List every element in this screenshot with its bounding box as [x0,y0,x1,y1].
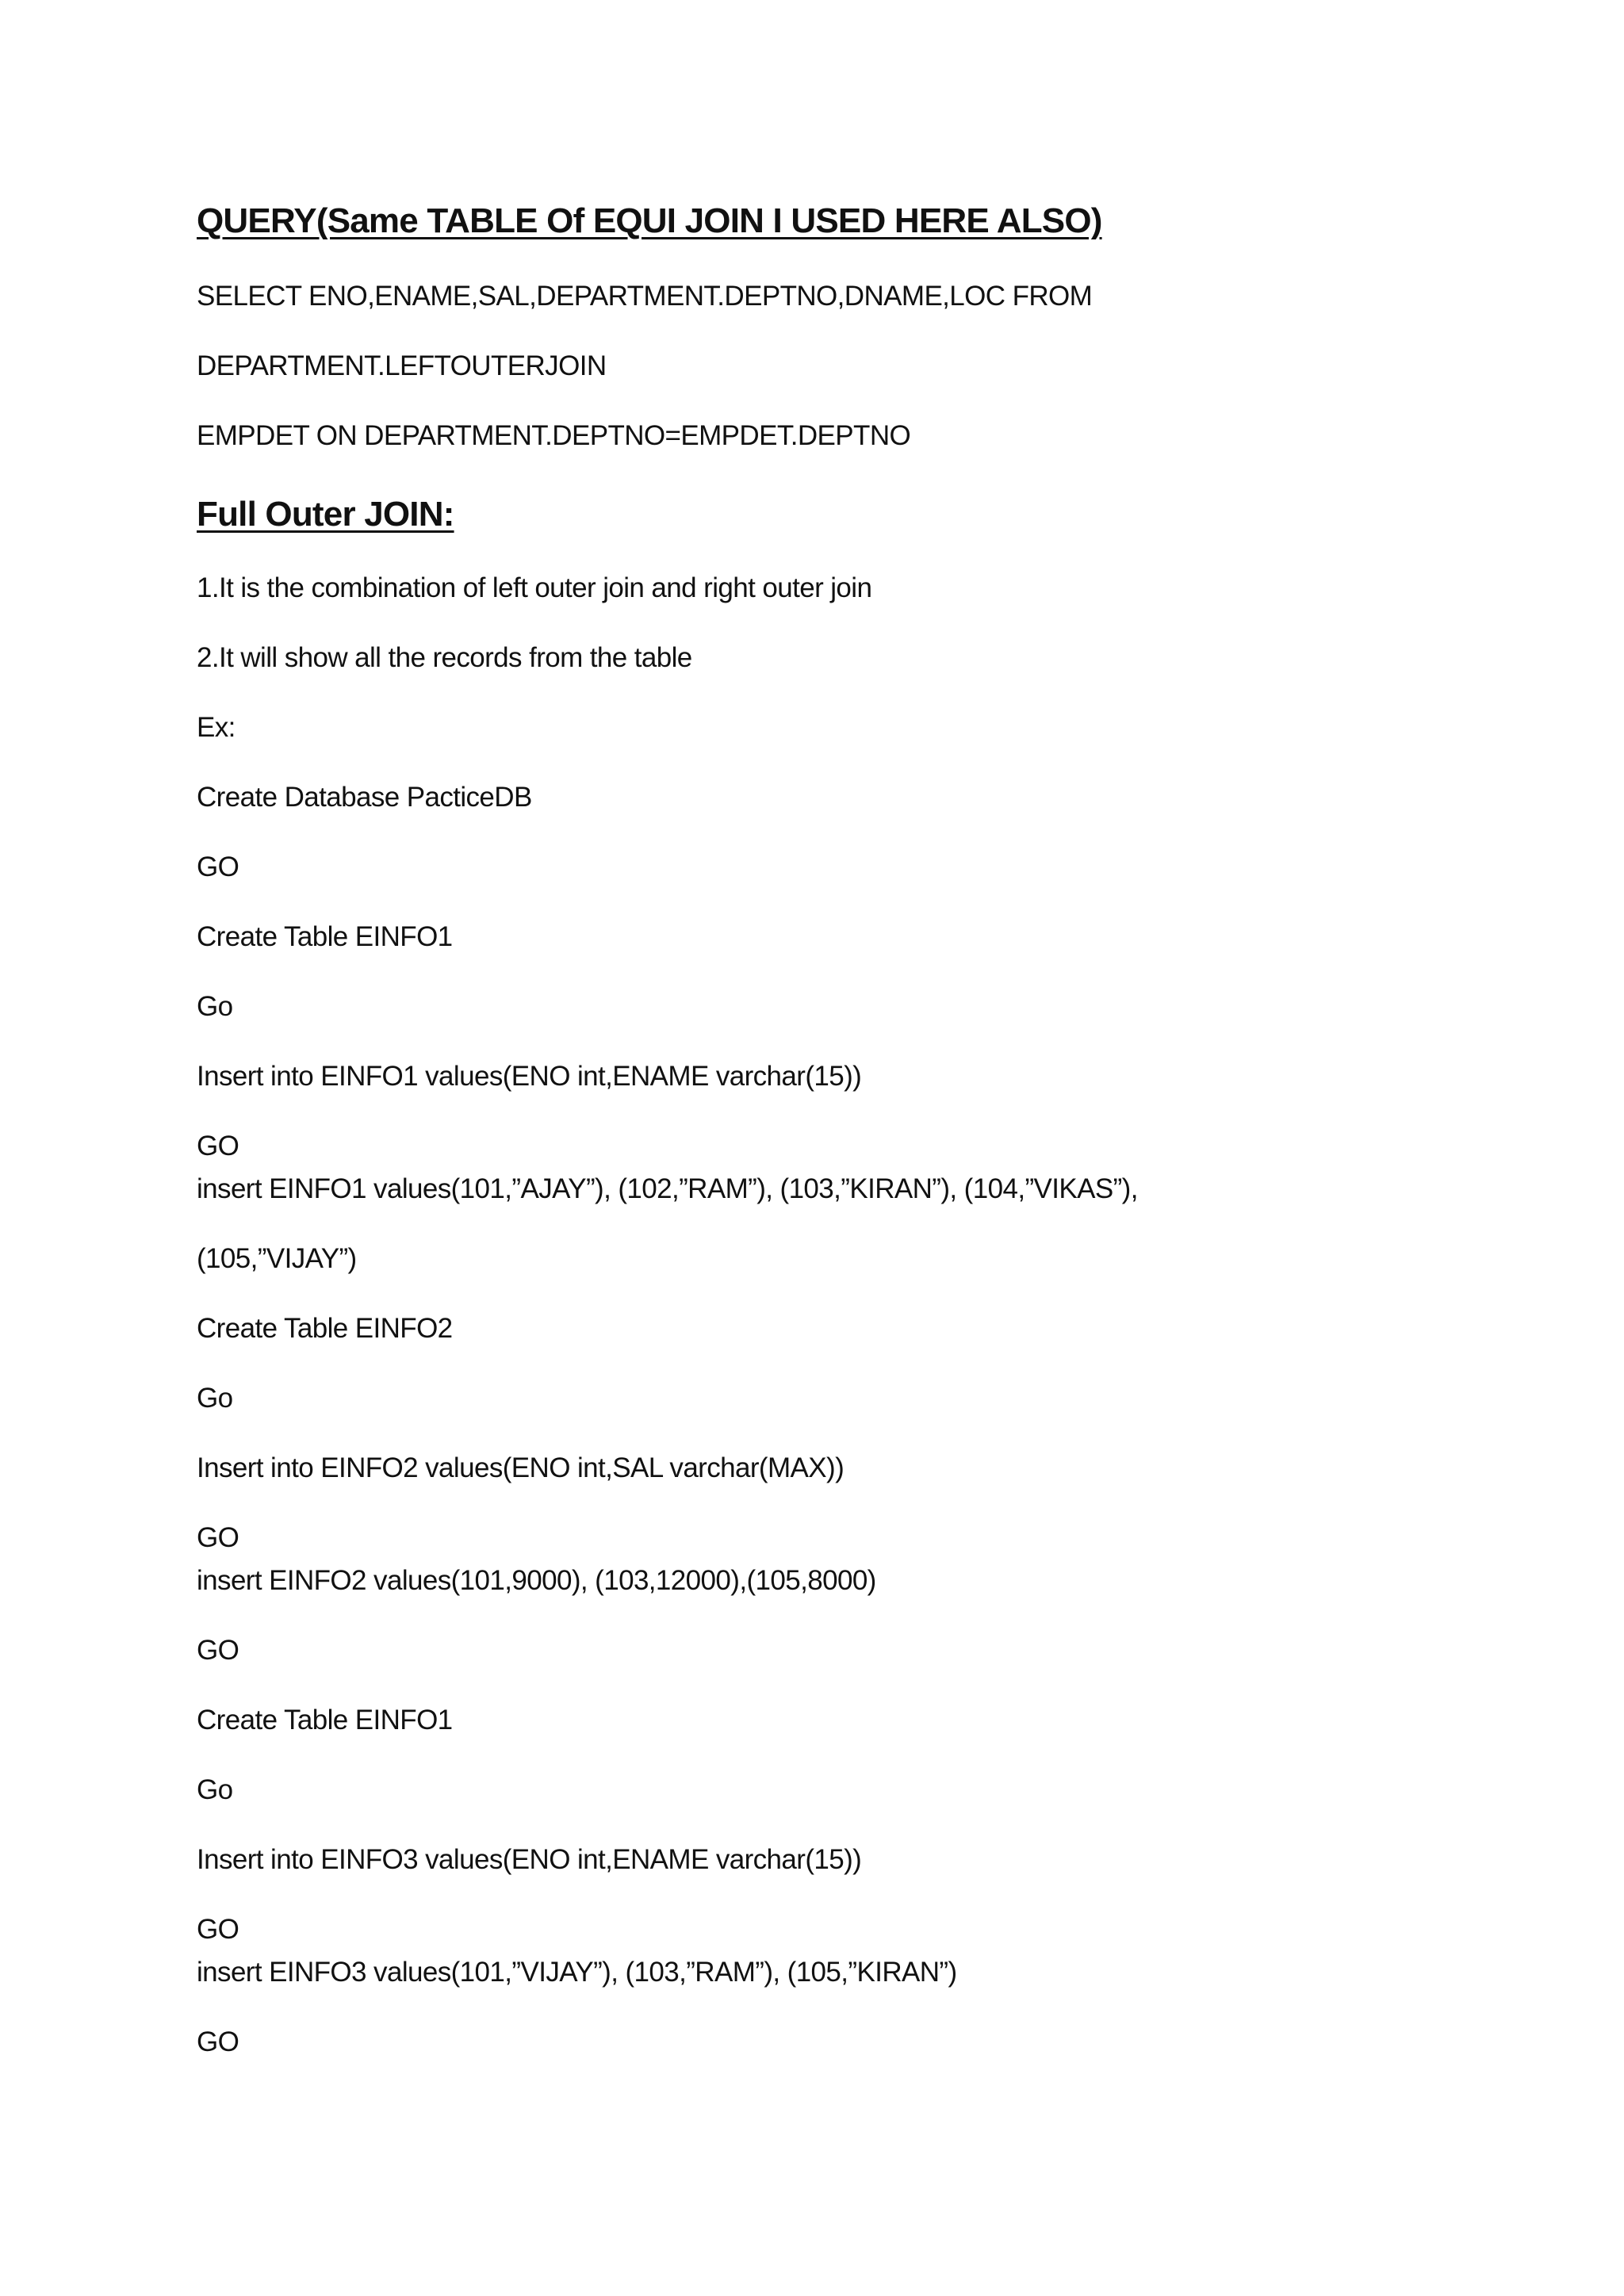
query-line: EMPDET ON DEPARTMENT.DEPTNO=EMPDET.DEPTNO [197,420,911,451]
code-line: Insert into EINFO1 values(ENO int,ENAME varchar(15)) [197,1061,862,1092]
code-line: Create Database PacticeDB [197,782,532,813]
code-line: Go [197,1383,233,1414]
code-line: GO [197,2026,239,2057]
code-line: GO [197,1914,239,1945]
code-line: insert EINFO2 values(101,9000), (103,12000),(105,8000) [197,1565,876,1596]
code-line: Insert into EINFO2 values(ENO int,SAL varchar(MAX)) [197,1452,845,1483]
code-line: (105,”VIJAY”) [197,1243,357,1274]
code-line: insert EINFO1 values(101,”AJAY”), (102,”RAM”), (103,”KIRAN”), (104,”VIKAS”), [197,1173,1138,1204]
code-line: Go [197,991,233,1022]
code-line: Insert into EINFO3 values(ENO int,ENAME varchar(15)) [197,1844,862,1875]
code-line: Create Table EINFO1 [197,921,453,952]
code-line: GO [197,1522,239,1553]
full-outer-join-heading: Full Outer JOIN: [197,495,454,534]
code-line: GO [197,1635,239,1666]
code-line: insert EINFO3 values(101,”VIJAY”), (103,”RAM”), (105,”KIRAN”) [197,1957,957,1988]
query-line: DEPARTMENT.LEFTOUTERJOIN [197,350,607,381]
query-line: SELECT ENO,ENAME,SAL,DEPARTMENT.DEPTNO,DNAME,LOC FROM [197,281,1093,312]
example-label: Ex: [197,712,236,743]
point-1: 1.It is the combination of left outer join and right outer join [197,572,872,603]
code-line: GO [197,1131,239,1161]
point-2: 2.It will show all the records from the table [197,642,692,673]
code-line: Create Table EINFO2 [197,1313,453,1344]
code-line: GO [197,851,239,882]
code-line: Go [197,1774,233,1805]
code-line: Create Table EINFO1 [197,1705,453,1735]
query-heading: QUERY(Same TABLE Of EQUI JOIN I USED HERE ALSO) [197,201,1102,240]
